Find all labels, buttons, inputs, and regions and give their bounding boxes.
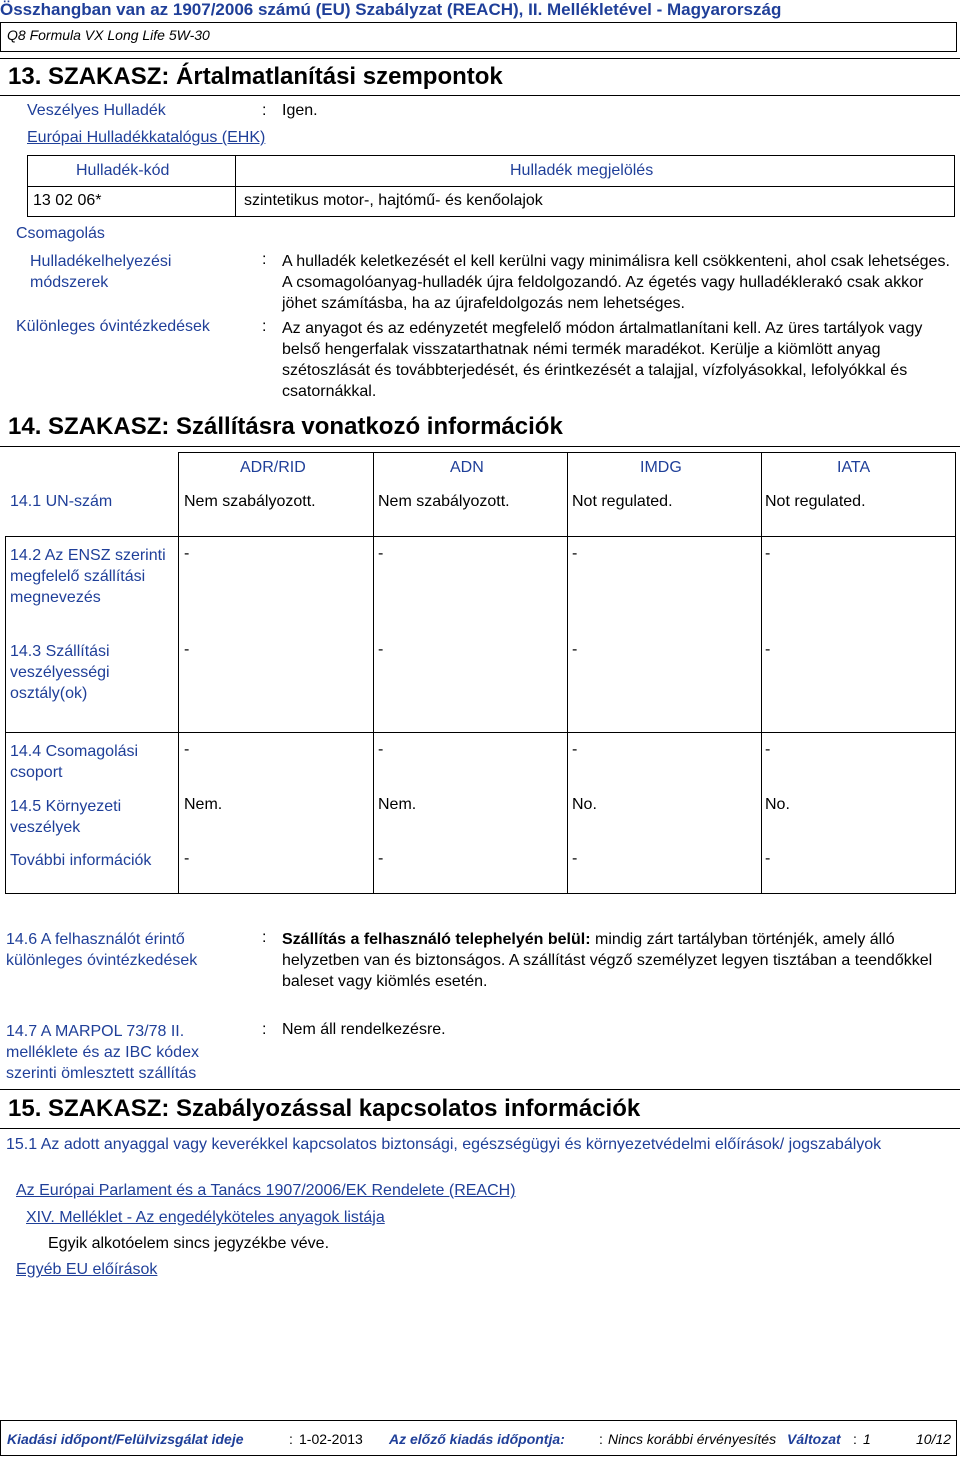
further-info-label: További információk [10,852,152,869]
row-14-3-imdg: - [572,641,578,658]
user-precautions-text [282,929,952,992]
previous-issue-label: Az előző kiadás időpontja: [389,1431,565,1447]
document-header-title: Összhangban van az 1907/2006 számú (EU) Szabályzat (REACH), II. Mellékletével - Magyarország [0,0,782,19]
version-value: 1 [863,1431,871,1447]
footer-box [0,1420,957,1456]
ewc-col-desc: Hulladék megjelölés [510,162,654,179]
environmental-hazards-label: 14.5 Környezeti veszélyek [10,798,122,836]
issue-date-label: Kiadási időpont/Felülvizsgálat ideje [7,1431,244,1447]
hazardous-waste-value: Igen. [282,102,318,119]
regulations-subheading: 15.1 Az adott anyaggal vagy keverékkel kapcsolatos biztonsági, egészségügyi és környezetvédelmi előírások/ jogszabályok [6,1136,882,1153]
disposal-colon: : [262,251,267,268]
packaging-label: Csomagolás [16,225,105,242]
row-further-iata: - [765,850,771,867]
section-14-bar [0,407,960,447]
disposal-text: A hulladék keletkezését el kell kerülni vagy minimálisra kell csökkenteni, ahol csak lehetséges. A csomagolóanyag-hulladék újra feldolgozandó. Az égetés vagy hulladéklerakó csak akkor jöhet számításba, ha az újrafeldolgozás nem lehetséges. [282,253,950,312]
disposal-label-line-2: módszerek [30,274,109,291]
col-adr-rid: ADR/RID [240,459,306,476]
packing-group-label: 14.4 Csomagolási csoport [10,743,139,781]
row-14-4-imdg: - [572,741,578,758]
col-iata: IATA [837,459,871,476]
row-14-2-adr: - [184,545,190,562]
issue-date-colon: : [289,1431,293,1447]
row-14-4-adr: - [184,741,190,758]
hazardous-waste-label: Veszélyes Hulladék [27,102,166,119]
section-15-bar [0,1089,960,1129]
disposal-methods-label [30,251,171,293]
proper-shipping-name-label: 14.2 Az ENSZ szerinti megfelelő szállítási megnevezés [10,547,166,606]
version-label: Változat [787,1431,841,1447]
row-14-5-adr: Nem. [184,796,223,813]
user-precautions-bold: Szállítás a felhasználó telephelyén belül: [282,931,591,948]
annex-xiv-text: Egyik alkotóelem sincs jegyzékbe véve. [48,1235,330,1252]
un-imdg-value: Not regulated. [572,493,673,510]
ewc-label: Európai Hulladékkatalógus (EHK) [27,129,266,146]
disposal-label-line-1: Hulladékelhelyezési [30,253,172,270]
previous-issue-colon: : [599,1431,603,1447]
un-adr-value: Nem szabályozott. [184,493,316,510]
row-14-3-iata: - [765,641,771,658]
reach-regulation-link[interactable]: Az Európai Parlament és a Tanács 1907/2006/EK Rendelete (REACH) [16,1182,516,1199]
row-14-2-adn: - [378,545,384,562]
row-14-5-iata: No. [765,796,790,813]
product-name-box [0,22,957,52]
row-14-3-adn: - [378,641,384,658]
ewc-code-value: 13 02 06* [33,192,102,209]
hazard-class-label: 14.3 Szállítási veszélyességi osztály(ok) [10,643,110,702]
user-precautions-label: 14.6 A felhasználót érintő különleges óvintézkedések [6,931,198,969]
row-14-5-adn: Nem. [378,796,417,813]
user-precautions-body: mindig zárt tartályban történjék, amely álló helyzetben van és biztonságos. A szállítást végző személyzet legyen tisztában a teendőkkel baleset vagy kiömlés esetén. [282,931,933,990]
version-colon: : [853,1431,857,1447]
issue-date-value: 1-02-2013 [299,1431,363,1447]
row-14-2-iata: - [765,545,771,562]
un-adn-value: Nem szabályozott. [378,493,510,510]
ewc-table [27,155,955,217]
row-further-adn: - [378,850,384,867]
ewc-desc-value: szintetikus motor-, hajtómű- és kenőolajok [244,192,543,209]
row-14-5-imdg: No. [572,796,597,813]
row-14-2-imdg: - [572,545,578,562]
col-adn: ADN [450,459,484,476]
previous-issue-value: Nincs korábbi érvényesítés [608,1431,777,1447]
other-eu-regulations-link[interactable]: Egyéb EU előírások [16,1261,158,1278]
page-number: 10/12 [916,1431,952,1447]
special-precautions-label: Különleges óvintézkedések [16,318,210,335]
row-14-3-adr: - [184,641,190,658]
un-iata-value: Not regulated. [765,493,866,510]
annex-xiv-link[interactable]: XIV. Melléklet - Az engedélyköteles anyagok listája [26,1209,385,1226]
section-13-heading: 13. SZAKASZ: Ártalmatlanítási szempontok [8,63,503,90]
special-precautions-colon: : [262,318,267,335]
section-13-bar [0,58,960,96]
special-precautions-text: Az anyagot és az edényzetét megfelelő módon ártalmatlanítani kell. Az üres tartályok vagy belső hengerfalak visszatarthatnak némi termék maradékot. Kerülje a kiömlött anyag szétoszlását és továbbterjedését, és érintkezését a talajjal, vízfolyásokkal, lefolyókkal és csatornákkal. [282,320,923,400]
product-name: Q8 Formula VX Long Life 5W-30 [7,27,210,43]
user-precautions-colon: : [262,929,267,946]
marpol-label: 14.7 A MARPOL 73/78 II. melléklete és az IBC kódex szerinti ömlesztett szállítás [6,1023,199,1082]
row-further-imdg: - [572,850,578,867]
row-14-4-adn: - [378,741,384,758]
marpol-value: Nem áll rendelkezésre. [282,1021,446,1038]
marpol-colon: : [262,1021,267,1038]
hazardous-waste-colon: : [262,102,267,119]
row-14-4-iata: - [765,741,771,758]
row-further-adr: - [184,850,190,867]
un-number-label: 14.1 UN-szám [10,493,113,510]
col-imdg: IMDG [640,459,682,476]
section-14-heading: 14. SZAKASZ: Szállításra vonatkozó információk [8,413,563,440]
ewc-col-code: Hulladék-kód [76,162,170,179]
section-15-heading: 15. SZAKASZ: Szabályozással kapcsolatos információk [8,1095,641,1122]
